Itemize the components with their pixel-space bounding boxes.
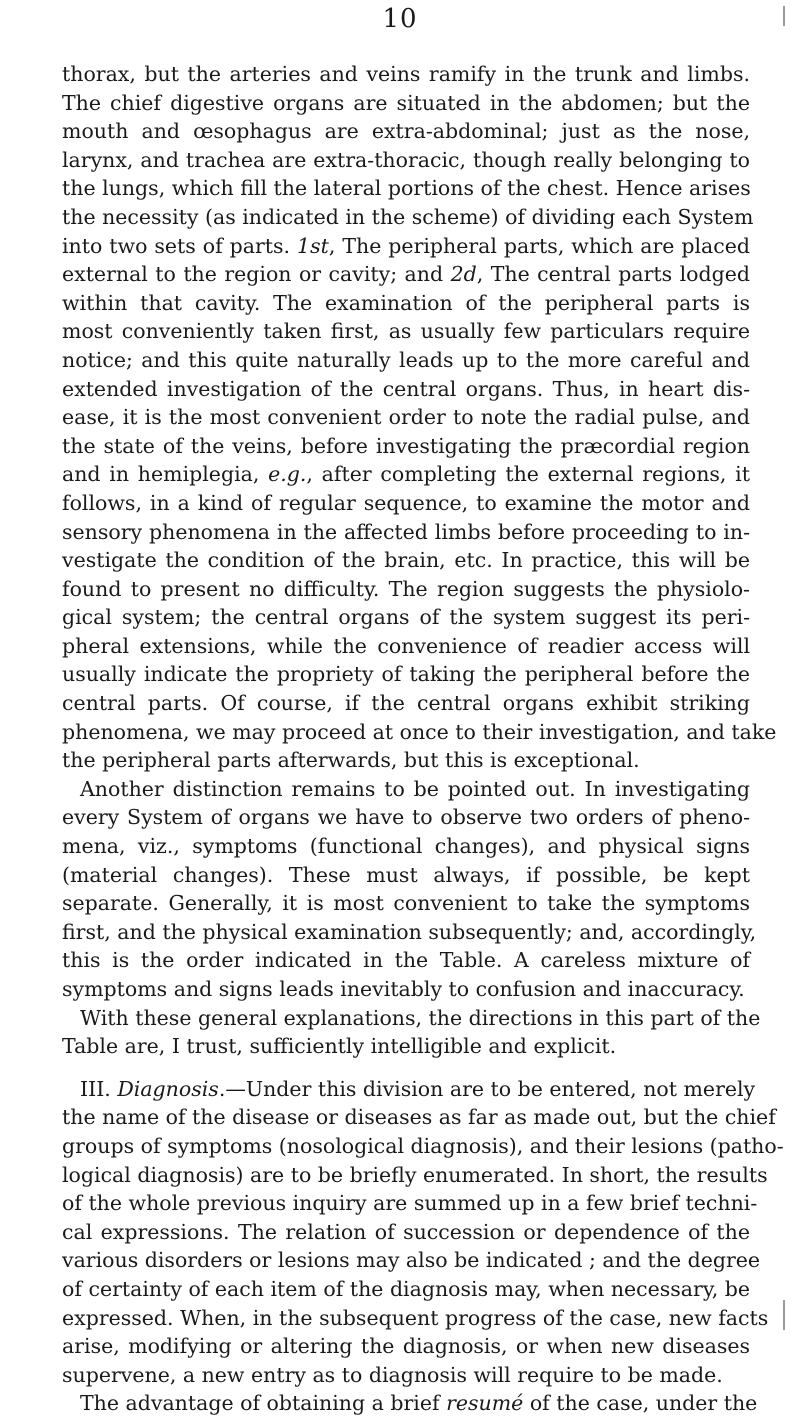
text-line: of the whole previous inquiry are summed up in a few brief techni- bbox=[62, 1191, 758, 1216]
text-line: (material changes). These must always, if possible, be kept bbox=[62, 862, 750, 887]
paragraph-gap bbox=[62, 1061, 750, 1075]
text-line: III. Diagnosis.—Under this division are to be entered, not merely bbox=[80, 1076, 756, 1101]
text-line: into two sets of parts. 1st, The peripheral parts, which are placed bbox=[62, 233, 751, 258]
text-line: expressed. When, in the subsequent progress of the case, new facts bbox=[62, 1305, 769, 1330]
text-line: The chief digestive organs are situated in the abdomen; but the bbox=[62, 90, 750, 115]
text-line: external to the region or cavity; and 2d, The central parts lodged bbox=[62, 262, 750, 287]
text-line: Table are, I trust, sufficiently intelligible and explicit. bbox=[62, 1034, 617, 1059]
text-line: arise, modifying or altering the diagnosis, or when new diseases bbox=[62, 1334, 750, 1359]
text-line: the necessity (as indicated in the scheme) of dividing each System bbox=[62, 204, 754, 229]
text-line: sensory phenomena in the affected limbs before proceeding to in- bbox=[62, 519, 750, 544]
text-line: and in hemiplegia, e.g., after completing the external regions, it bbox=[62, 462, 750, 487]
text-line: With these general explanations, the directions in this part of the bbox=[80, 1005, 761, 1030]
text-line: usually indicate the propriety of taking the peripheral before the bbox=[62, 662, 750, 687]
scan-mark bbox=[783, 1300, 785, 1330]
text-line: mena, viz., symptoms (functional changes), and physical signs bbox=[62, 834, 750, 859]
text-line: extended investigation of the central organs. Thus, in heart dis- bbox=[62, 376, 750, 401]
text-line: of certainty of each item of the diagnosis may, when necessary, be bbox=[62, 1276, 750, 1301]
text-line: logical diagnosis) are to be briefly enumerated. In short, the results bbox=[62, 1162, 768, 1187]
text-line: Another distinction remains to be pointed out. In investigating bbox=[80, 776, 750, 801]
text-line: mouth and œsophagus are extra-abdominal; just as the nose, bbox=[62, 119, 750, 144]
text-line: every System of organs we have to observe two orders of pheno- bbox=[62, 805, 750, 830]
text-line: notice; and this quite naturally leads up to the more careful and bbox=[62, 347, 750, 372]
text-line: this is the order indicated in the Table. A careless mixture of bbox=[62, 948, 750, 973]
text-line: separate. Generally, it is most convenient to take the symptoms bbox=[62, 891, 750, 916]
text-line: cal expressions. The relation of succession or dependence of the bbox=[62, 1219, 750, 1244]
page-number: 10 bbox=[382, 4, 418, 34]
text-line: within that cavity. The examination of the peripheral parts is bbox=[62, 290, 750, 315]
text-line: groups of symptoms (nosological diagnosis), and their lesions (patho- bbox=[62, 1133, 784, 1158]
text-line: The advantage of obtaining a brief resumé of the case, under the bbox=[80, 1391, 758, 1416]
text-line: follows, in a kind of regular sequence, to examine the motor and bbox=[62, 490, 750, 515]
text-line: ease, it is the most convenient order to note the radial pulse, and bbox=[62, 405, 750, 430]
text-line: the name of the disease or diseases as far as made out, but the chief bbox=[62, 1105, 776, 1130]
text-line: the lungs, which fill the lateral portions of the chest. Hence arises bbox=[62, 176, 751, 201]
text-line: gical system; the central organs of the system suggest its peri- bbox=[62, 605, 750, 630]
text-line: first, and the physical examination subsequently; and, accordingly, bbox=[62, 919, 757, 944]
scan-mark bbox=[783, 6, 785, 26]
body-text bbox=[62, 60, 784, 1418]
text-line: pheral extensions, while the convenience of readier access will bbox=[62, 633, 750, 658]
text-line: supervene, a new entry as to diagnosis will require to be made. bbox=[62, 1362, 723, 1387]
text-line: vestigate the condition of the brain, etc. In practice, this will be bbox=[62, 548, 750, 573]
text-line: central parts. Of course, if the central organs exhibit striking bbox=[62, 691, 750, 716]
text-line: the peripheral parts afterwards, but this is exceptional. bbox=[62, 748, 640, 773]
text-line: larynx, and trachea are extra-thoracic, though really belonging to bbox=[62, 147, 750, 172]
text-line: phenomena, we may proceed at once to their investigation, and take bbox=[62, 719, 777, 744]
text-line: thorax, but the arteries and veins ramify in the trunk and limbs. bbox=[62, 62, 750, 86]
text-line: symptoms and signs leads inevitably to confusion and inaccuracy. bbox=[62, 977, 745, 1001]
text-line: the state of the veins, before investigating the præcordial region bbox=[62, 433, 750, 458]
text-line: most conveniently taken first, as usually few particulars require bbox=[62, 319, 750, 344]
text-line: various disorders or lesions may also be indicated ; and the degree bbox=[62, 1248, 761, 1273]
text-line: found to present no difficulty. The region suggests the physiolo- bbox=[62, 576, 750, 601]
